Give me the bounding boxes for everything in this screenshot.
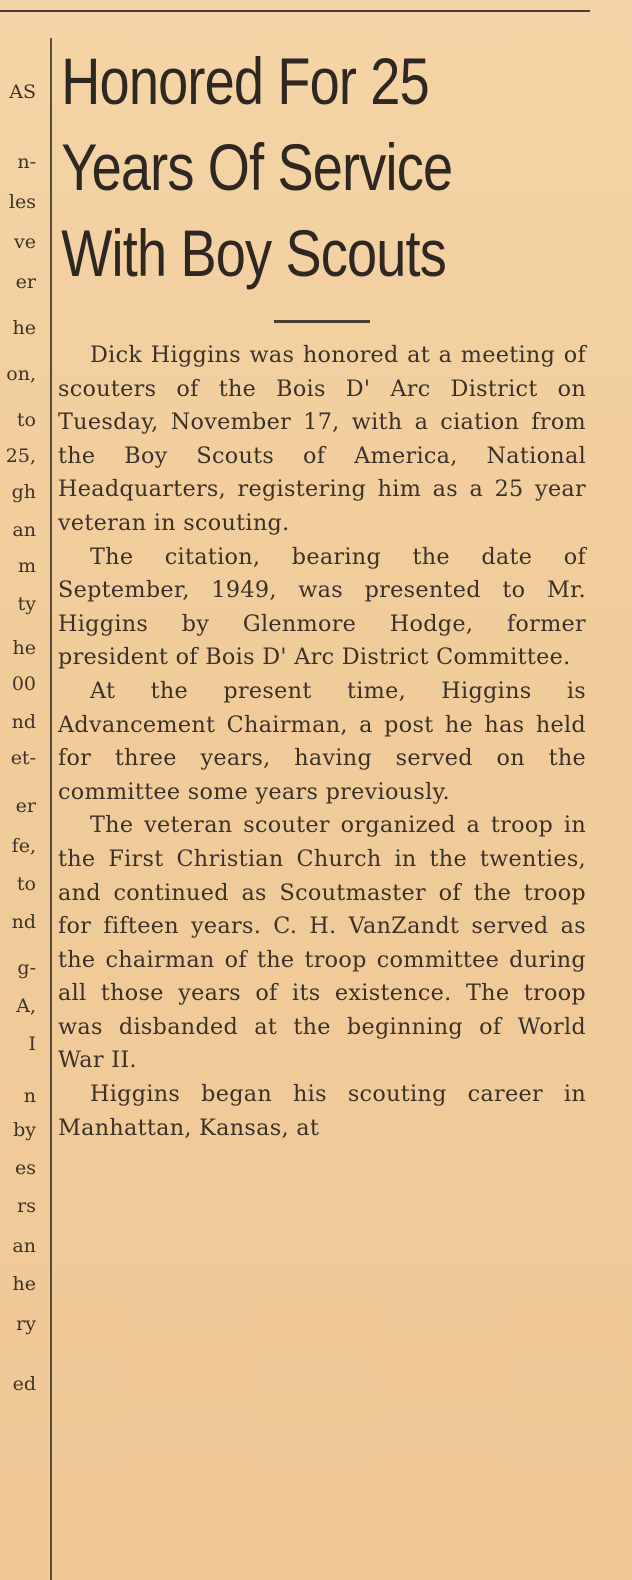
fragment-text: nd [11,911,36,933]
fragment-text: et- [10,747,36,769]
fragment-text: rs [17,1195,36,1217]
fragment-text: I [28,1033,36,1055]
fragment-text: ed [12,1373,36,1395]
fragment-text: to [16,873,36,895]
fragment-text: 00 [11,673,36,695]
article-body [58,339,586,1145]
paragraph: Higgins began his scouting career in Manhattan, Kansas, at [58,1081,586,1141]
fragment-text: er [15,271,36,293]
paragraph: At the present time, Higgins is Advancement Chairman, a post he has held for three years, having served on the committee some years previously. [58,677,586,805]
fragment-text: er [15,795,36,817]
fragment-text: he [12,637,36,659]
fragment-text: m [17,555,36,577]
fragment-text: he [12,1273,36,1295]
headline-line: Years Of Service [61,130,453,204]
article [58,38,586,1145]
adjacent-column-fragments [0,0,44,1580]
fragment-text: on, [6,363,36,385]
fragment-text: n [23,1085,36,1107]
fragment-text: les [8,191,36,213]
paragraph: Dick Higgins was honored at a meeting of scouters of the Bois D' Arc District on Tuesday, November 17, with a ciation from the Boy Scouts of America, National Headquarters, registering him as a 25 year veteran in scouting. [58,342,586,536]
paragraph: The veteran scouter organized a troop in the First Christian Church in the twenties, and continued as Scoutmaster of the troop for fifteen years. C. H. VanZandt served as the chairman of the troop committee during all those years of its existence. The troop was disbanded at the beginning of World War II. [58,812,586,1074]
fragment-text: es [15,1157,36,1179]
headline-divider [274,320,370,323]
fragment-text: ty [17,593,36,615]
fragment-text: gh [11,481,36,503]
column-rule [50,38,52,1580]
fragment-text: g- [17,957,36,979]
fragment-text: ry [16,1313,36,1335]
fragment-text: an [12,519,36,541]
headline-line: Honored For 25 [61,44,429,118]
fragment-text: he [12,317,36,339]
headline-line: With Boy Scouts [61,216,447,290]
top-rule [0,10,590,12]
fragment-text: to [16,409,36,431]
fragment-text: by [13,1119,36,1141]
paragraph: The citation, bearing the date of September, 1949, was presented to Mr. Higgins by Glenmore Hodge, former president of Bois D' Arc District Committee. [58,543,586,671]
fragment-text: nd [11,711,36,733]
fragment-text: fe, [11,835,36,857]
fragment-text: A, [16,995,36,1017]
fragment-text: ve [14,231,36,253]
fragment-text: n- [17,151,36,173]
fragment-text: an [12,1235,36,1257]
headline [58,38,586,296]
fragment-text: 25, [5,445,36,467]
fragment-text: AS [9,81,36,103]
